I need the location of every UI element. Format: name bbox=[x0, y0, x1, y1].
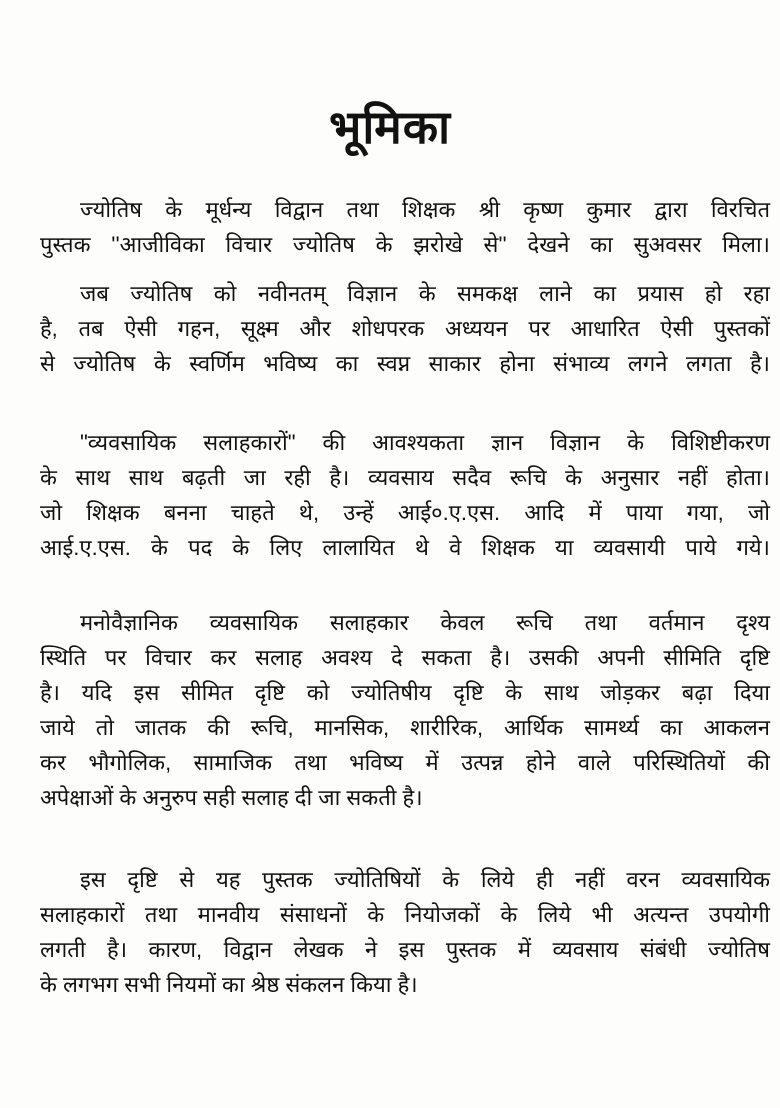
text-line: जब ज्योतिष को नवीनतम् विज्ञान के समकक्ष लाने का प्रयास हो रहा bbox=[80, 281, 770, 306]
text-line: आई.ए.एस. के पद के लिए लालायित थे वे शिक्षक या व्यवसायी पाये गये। bbox=[40, 535, 770, 560]
text-line: कर भौगोलिक, सामाजिक तथा भविष्य में उत्पन्न होने वाले परिस्थितियों की bbox=[40, 750, 770, 775]
text-line: अपेक्षाओं के अनुरुप सही सलाह दी जा सकती है। bbox=[40, 785, 423, 810]
text-line: इस दृष्टि से यह पुस्तक ज्योतिषियों के लिये ही नहीं वरन व्यवसायिक bbox=[80, 867, 770, 892]
text-line: जो शिक्षक बनना चाहते थे, उन्हें आई०.ए.एस. आदि में पाया गया, जो bbox=[40, 500, 770, 525]
paragraph-3 bbox=[40, 425, 770, 565]
text-line: है, तब ऐसी गहन, सूक्ष्म और शोधपरक अध्ययन पर आधारित ऐसी पुस्तकों bbox=[40, 316, 770, 341]
page-title: भूमिका bbox=[328, 101, 451, 153]
text-line: स्थिति पर विचार कर सलाह अवश्य दे सकता है। उसकी अपनी सीमिति दृष्टि bbox=[40, 645, 770, 670]
text-line: के साथ साथ बढ़ती जा रही है। व्यवसाय सदैव रूचि के अनुसार नहीं होता। bbox=[40, 465, 770, 490]
text-line: मनोवैज्ञानिक व्यवसायिक सलाहकार केवल रूचि तथा वर्तमान दृश्य bbox=[80, 610, 770, 635]
paragraph-5 bbox=[40, 862, 770, 1002]
text-line: ज्योतिष के मूर्धन्य विद्वान तथा शिक्षक श्री कृष्ण कुमार द्वारा विरचित bbox=[80, 197, 770, 222]
paragraph-2 bbox=[40, 276, 770, 381]
paragraph-1 bbox=[40, 192, 770, 262]
text-line: के लगभग सभी नियमों का श्रेष्ठ संकलन किया है। bbox=[40, 972, 418, 997]
text-line: लगती है। कारण, विद्वान लेखक ने इस पुस्तक में व्यवसाय संबंधी ज्योतिष bbox=[40, 937, 770, 962]
text-line: पुस्तक ''आजीविका विचार ज्योतिष के झरोखे से'' देखने का सुअवसर मिला। bbox=[40, 232, 770, 257]
text-line: "व्यवसायिक सलाहकारों" की आवश्यकता ज्ञान विज्ञान के विशिष्टीकरण bbox=[80, 430, 770, 455]
text-line: से ज्योतिष के स्वर्णिम भविष्य का स्वप्न साकार होना संभाव्य लगने लगता है। bbox=[40, 351, 770, 376]
text-line: है। यदि इस सीमित दृष्टि को ज्योतिषीय दृष्टि के साथ जोड़कर बढ़ा दिया bbox=[40, 680, 770, 705]
text-line: सलाहकारों तथा मानवीय संसाधनों के नियोजकों के लिये भी अत्यन्त उपयोगी bbox=[40, 902, 770, 927]
paragraph-4 bbox=[40, 605, 770, 815]
text-line: जाये तो जातक की रूचि, मानसिक, शारीरिक, आर्थिक सामर्थ्य का आकलन bbox=[40, 715, 770, 740]
